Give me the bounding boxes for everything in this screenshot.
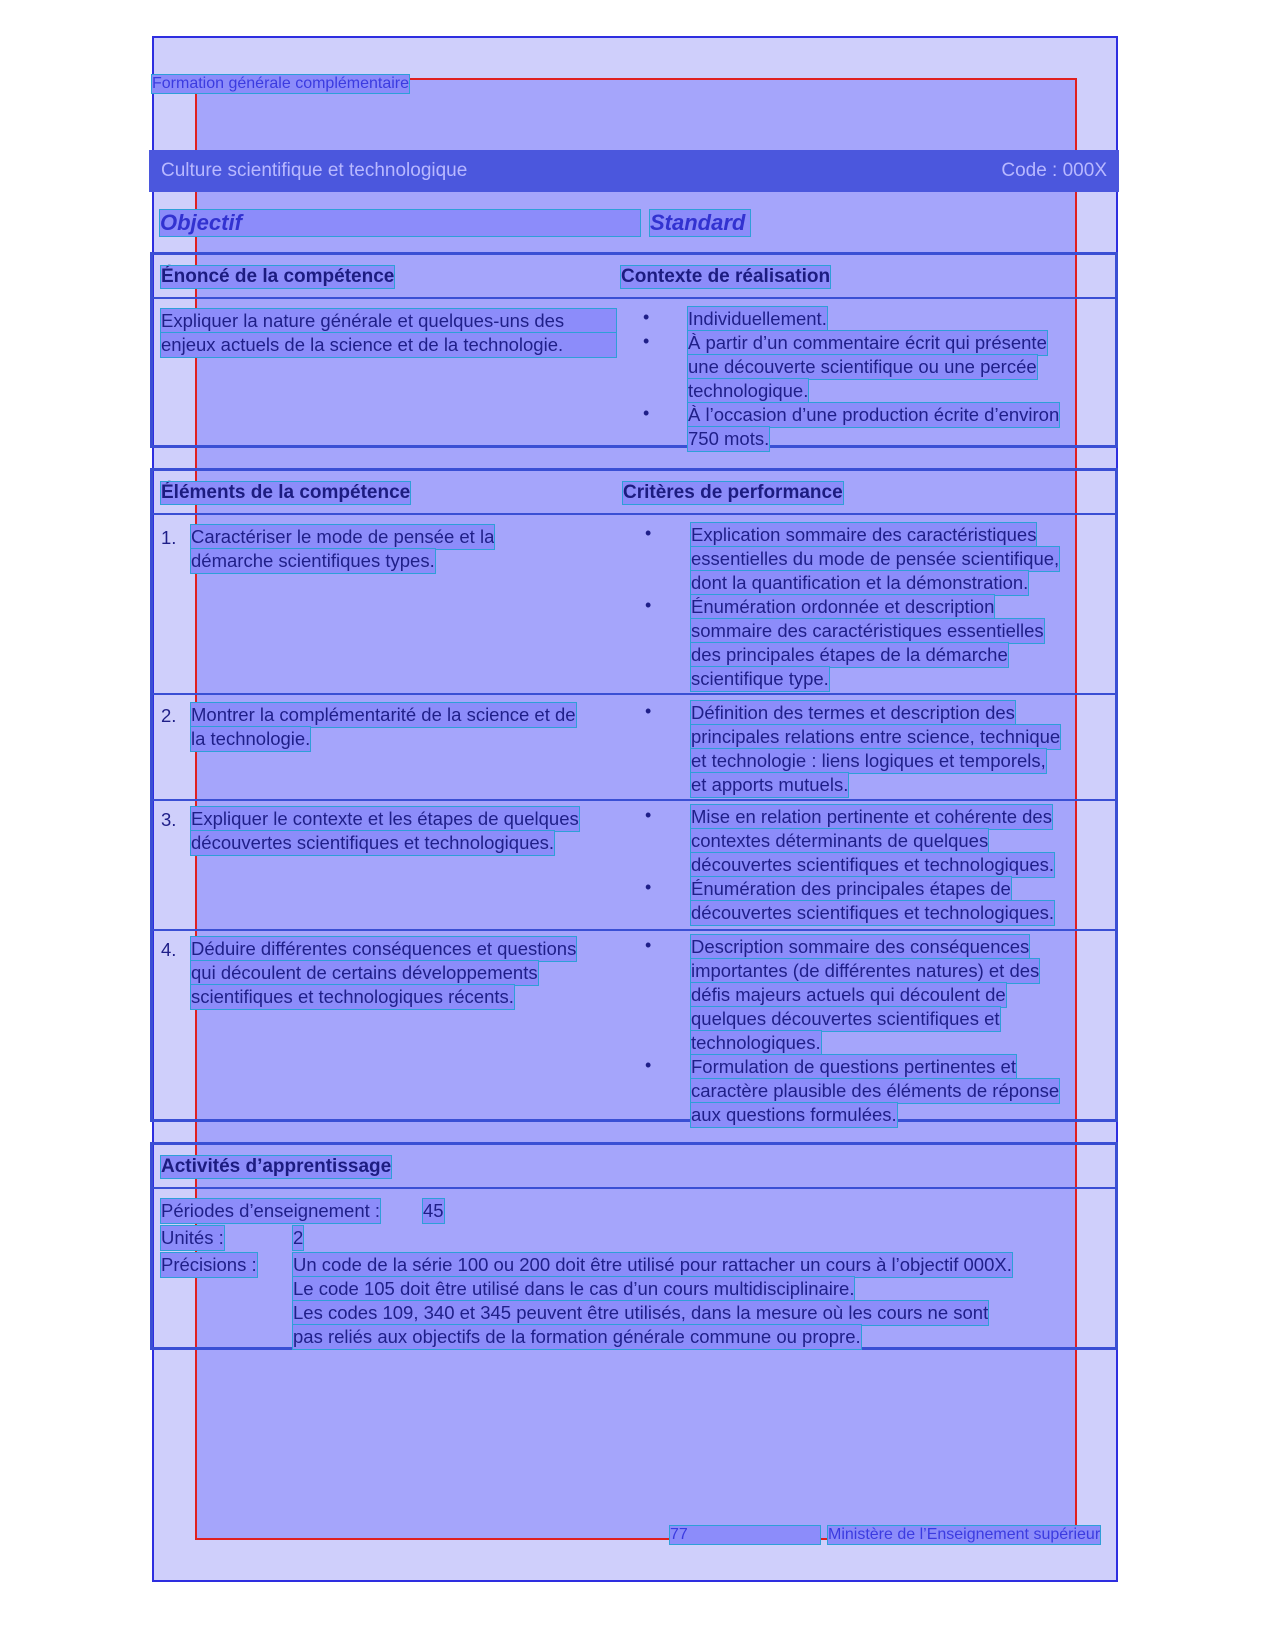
critere-4a-line-4: quelques découvertes scientifiques et: [691, 1008, 1000, 1029]
enonce-line-1: Expliquer la nature générale et quelques-uns des: [161, 309, 616, 333]
bullet-icon: •: [643, 331, 650, 351]
element-2-line-1: Montrer la complémentarité de la science et de: [191, 704, 576, 725]
ministry-footer: Ministère de l’Enseignement supérieur: [828, 1526, 1101, 1543]
critere-3b-line-2: découvertes scientifiques et technologiques.: [691, 902, 1055, 923]
precisions-line-4: pas reliés aux objectifs de la formation générale commune ou propre.: [293, 1326, 861, 1347]
contexte-item-2-line-2: une découverte scientifique ou une percée: [688, 356, 1037, 377]
contexte-item-2-line-1: À partir d’un commentaire écrit qui présente: [688, 332, 1047, 353]
critere-3b-line-1: Énumération des principales étapes de: [691, 878, 1011, 899]
critere-1a-line-1: Explication sommaire des caractéristiques: [691, 524, 1037, 545]
bullet-icon: •: [645, 701, 652, 721]
critere-3a-line-1: Mise en relation pertinente et cohérente des: [691, 806, 1052, 827]
bullet-icon: •: [645, 1055, 652, 1075]
critere-2a-line-1: Définition des termes et description des: [691, 702, 1015, 723]
program-code: Code : 000X: [1001, 160, 1107, 181]
critere-4a-line-3: défis majeurs actuels qui découlent de: [691, 984, 1006, 1005]
enonce-header: Énoncé de la compétence: [161, 266, 395, 287]
competence-table-header: [153, 255, 1115, 299]
elements-table-header: [153, 471, 1115, 515]
critere-1b-line-3: des principales étapes de la démarche: [691, 644, 1008, 665]
element-3-line-2: découvertes scientifiques et technologiques.: [191, 832, 555, 853]
activites-table: [150, 1142, 1118, 1350]
element-3-line-1: Expliquer le contexte et les étapes de quelques: [191, 808, 579, 829]
header-bar: [149, 150, 1119, 192]
competence-table: [150, 252, 1118, 448]
unites-label: Unités :: [161, 1227, 224, 1248]
activites-table-header: [153, 1145, 1115, 1189]
contexte-header: Contexte de réalisation: [621, 266, 831, 287]
objectif-label: Objectif: [160, 210, 640, 236]
contexte-item-3-line-2: 750 mots.: [688, 428, 770, 449]
critere-4b-line-3: aux questions formulées.: [691, 1104, 897, 1125]
top-label: Formation générale complémentaire: [152, 75, 410, 92]
periodes-value: 45: [423, 1200, 444, 1221]
critere-2a-line-3: et technologie : liens logiques et temporels,: [691, 750, 1046, 771]
bullet-icon: •: [645, 523, 652, 543]
critere-4a-line-1: Description sommaire des conséquences: [691, 936, 1030, 957]
element-4-line-2: qui découlent de certains développements: [191, 962, 538, 983]
enonce-line-2: enjeux actuels de la science et de la technologie.: [161, 333, 616, 357]
standard-label: Standard: [650, 210, 750, 236]
row-divider: [153, 693, 1115, 695]
critere-2a-line-4: et apports mutuels.: [691, 774, 849, 795]
critere-4b-line-1: Formulation de questions pertinentes et: [691, 1056, 1016, 1077]
criteres-header: Critères de performance: [623, 482, 843, 503]
elements-table: [150, 468, 1118, 1125]
precisions-line-1: Un code de la série 100 ou 200 doit être utilisé pour rattacher un cours à l’objectif 000X.: [293, 1254, 1012, 1275]
element-number: 2.: [161, 705, 177, 726]
elements-header: Éléments de la compétence: [161, 482, 411, 503]
row-divider: [153, 799, 1115, 801]
element-1-line-1: Caractériser le mode de pensée et la: [191, 526, 495, 547]
row-divider: [153, 929, 1115, 931]
contexte-item-2-line-3: technologique.: [688, 380, 809, 401]
bullet-icon: •: [645, 595, 652, 615]
critere-1b-line-2: sommaire des caractéristiques essentielles: [691, 620, 1044, 641]
critere-1a-line-3: dont la quantification et la démonstration.: [691, 572, 1029, 593]
bullet-icon: •: [645, 877, 652, 897]
bullet-icon: •: [645, 935, 652, 955]
critere-4a-line-5: technologiques.: [691, 1032, 821, 1053]
bullet-icon: •: [643, 307, 650, 327]
page-number: 77: [670, 1526, 820, 1544]
critere-4b-line-2: caractère plausible des éléments de réponse: [691, 1080, 1060, 1101]
unites-value: 2: [293, 1227, 304, 1248]
critere-3a-line-2: contextes déterminants de quelques: [691, 830, 989, 851]
critere-1b-line-4: scientifique type.: [691, 668, 829, 689]
critere-1b-line-1: Énumération ordonnée et description: [691, 596, 995, 617]
precisions-line-2: Le code 105 doit être utilisé dans le cas d’un cours multidisciplinaire.: [293, 1278, 855, 1299]
element-4-line-1: Déduire différentes conséquences et questions: [191, 938, 577, 959]
program-title: Culture scientifique et technologique: [161, 160, 468, 181]
element-number: 1.: [161, 527, 177, 548]
precisions-line-3: Les codes 109, 340 et 345 peuvent être utilisés, dans la mesure où les cours ne sont: [293, 1302, 989, 1323]
contexte-item-3-line-1: À l’occasion d’une production écrite d’environ: [688, 404, 1060, 425]
critere-2a-line-2: principales relations entre science, technique: [691, 726, 1061, 747]
critere-3a-line-3: découvertes scientifiques et technologiques.: [691, 854, 1055, 875]
element-1-line-2: démarche scientifiques types.: [191, 550, 435, 571]
element-2-line-2: la technologie.: [191, 728, 311, 749]
element-number: 3.: [161, 809, 177, 830]
critere-1a-line-2: essentielles du mode de pensée scientifique,: [691, 548, 1060, 569]
critere-4a-line-2: importantes (de différentes natures) et des: [691, 960, 1040, 981]
periodes-label: Périodes d’enseignement :: [161, 1200, 381, 1221]
element-4-line-3: scientifiques et technologiques récents.: [191, 986, 514, 1007]
contexte-item-1-line-1: Individuellement.: [688, 308, 827, 329]
element-number: 4.: [161, 939, 177, 960]
bullet-icon: •: [643, 403, 650, 423]
precisions-label: Précisions :: [161, 1254, 257, 1275]
activites-header: Activités d’apprentissage: [161, 1156, 392, 1177]
bullet-icon: •: [645, 805, 652, 825]
